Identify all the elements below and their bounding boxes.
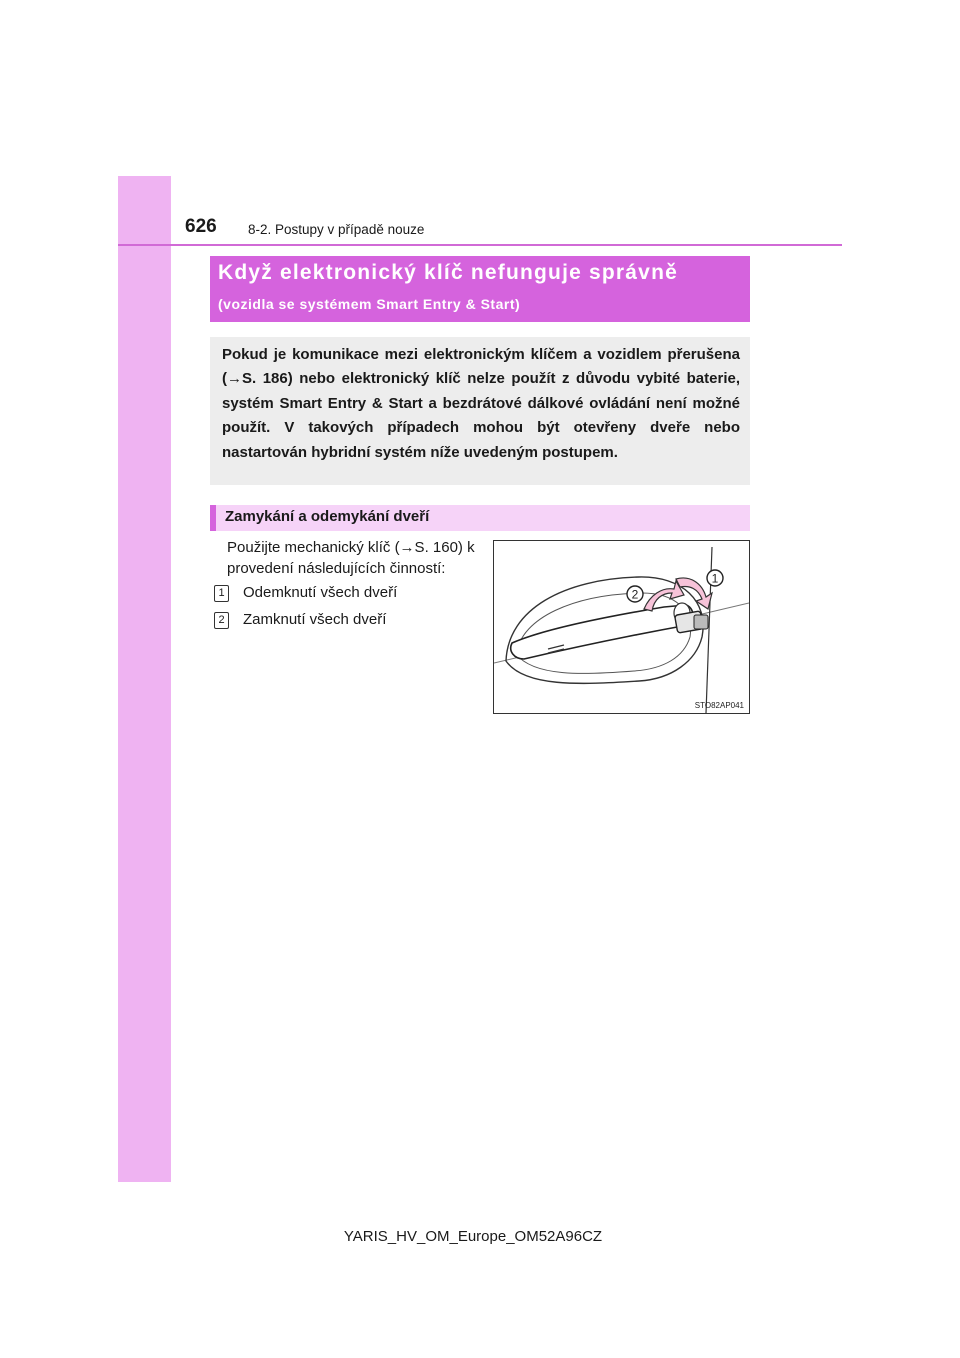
step-number-badge: 2 xyxy=(214,612,229,629)
title-banner xyxy=(210,256,750,322)
breadcrumb: 8-2. Postupy v případě nouze xyxy=(248,222,425,237)
header-divider xyxy=(118,244,842,246)
page-number: 626 xyxy=(185,216,217,237)
chapter-side-tab xyxy=(118,176,171,1182)
page-subtitle: (vozidla se systémem Smart Entry & Start) xyxy=(218,296,521,312)
step-label: Zamknutí všech dveří xyxy=(243,611,387,628)
callout-label: 2 xyxy=(631,587,639,602)
door-handle-illustration xyxy=(494,541,749,713)
section-header xyxy=(210,505,750,531)
figure-code: STO82AP041 xyxy=(694,701,744,710)
intro-box xyxy=(210,337,750,485)
intro-text: Pokud je komunikace mezi elektronickým klíčem a vozidlem přerušena (→S. 186) nebo elektronický klíč nelze použít z důvodu vybité baterie, systém Smart Entry & Start a bezdrátové dálkové ovládání není možné použít. V takových případech mohou být otevřeny dveře nebo nastartován hybridní systém níže uvedeným postupem. xyxy=(222,346,740,461)
callout-label: 1 xyxy=(711,571,719,586)
step-label: Odemknutí všech dveří xyxy=(243,584,398,601)
instruction-text: Použijte mechanický klíč (→S. 160) k provedení následujících činností: xyxy=(227,539,475,577)
door-handle-figure xyxy=(493,540,750,714)
section-title: Zamykání a odemykání dveří xyxy=(225,508,430,525)
step-number-badge: 1 xyxy=(214,585,229,602)
document-footer: YARIS_HV_OM_Europe_OM52A96CZ xyxy=(343,1228,603,1245)
page-title: Když elektronický klíč nefunguje správně xyxy=(218,261,678,284)
